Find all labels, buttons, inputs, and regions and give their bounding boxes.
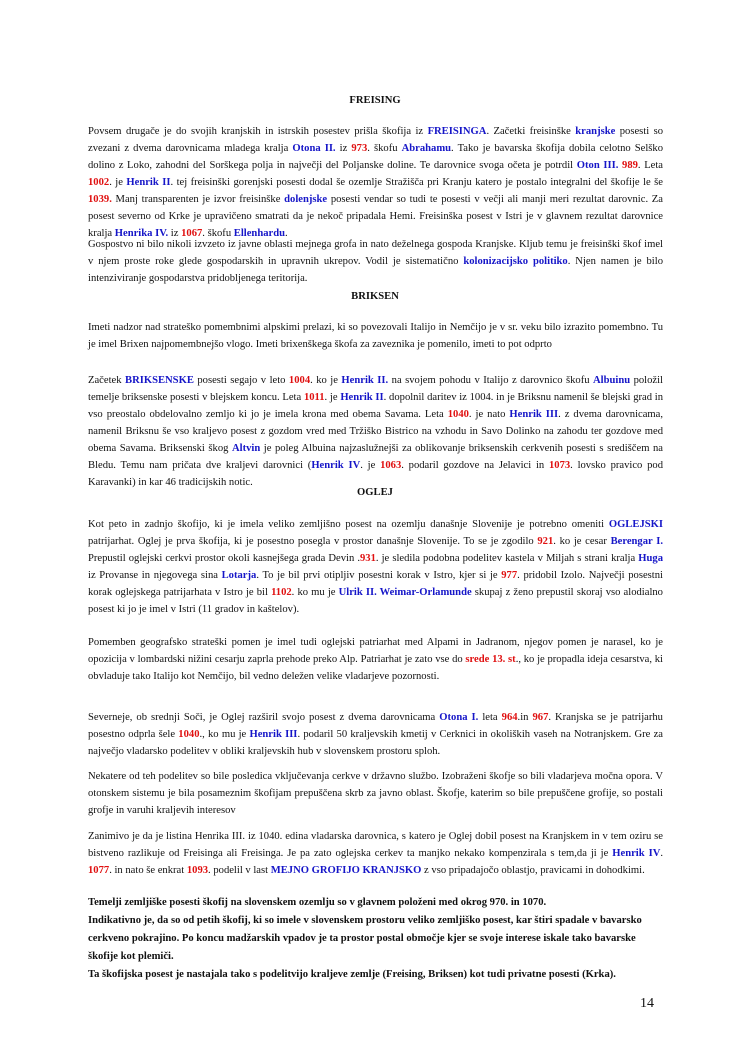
text-run: je poleg Albuina najzaslužnejši za oblikovanje briksenskih cerkvenih posesti s središčem na Bledu. Temu nam pričata dve kraljevi darovnici ( <box>88 443 663 471</box>
highlight-name: Ellenhardu <box>233 228 286 239</box>
text-run: posesti so zvezani z dvema darovnicama mladega kralja <box>88 126 663 154</box>
highlight-date: 1011 <box>303 392 325 403</box>
highlight-name: Oton III. <box>576 160 619 171</box>
paragraph <box>88 768 663 819</box>
text-run: . škofu <box>367 143 402 154</box>
text-run: iz Provanse in njegovega sina <box>88 570 222 581</box>
text-run: . Začetki freisinške <box>486 126 576 137</box>
paragraph <box>88 709 663 760</box>
highlight-date: 931 <box>360 553 376 564</box>
text-run: Pomemben geografsko strateški pomen je imel tudi oglejski patriarhat med Alpami in Jadranom, njegov pomen je narasel, ko je opozicija v lombardski nižini cesarju zaprla prehode preko Alp. Patriarhat je zato vse do <box>88 637 663 665</box>
text-run: Imeti nadzor nad strateško pomembnimi alpskimi prelazi, ki so povezovali Italijo in Nemčijo je v sr. veku bilo izrazito pomembno. Tu je imel Brixen najpomembnejšo vlogo. Imeti brixenškega škofa za zaveznika je pomenilo, imeti to pot odprto <box>88 322 663 350</box>
highlight-date: 964 <box>501 712 518 723</box>
text-run: ., ko mu je <box>199 729 250 740</box>
text-run: . je nato <box>468 409 510 420</box>
highlight-date: 1093 <box>186 865 209 876</box>
text-run: posesti segajo v leto <box>193 375 289 386</box>
highlight-date: 1063 <box>380 460 402 471</box>
paragraph <box>88 516 663 618</box>
highlight-name: kolonizacijsko politiko <box>463 256 568 267</box>
text-run: . ko je cesar <box>553 536 611 547</box>
highlight-name: Lotarja <box>221 570 257 581</box>
highlight-name: Henrik II. <box>341 375 389 386</box>
text-run: Nekatere od teh podelitev so bile posledica vključevanja cerkve v državno službo. Izobraženi škofje so bili vladarjeva močna opora. V otonskem sistemu je bila posameznim škofijam prepuščena skrb za javno oblast. Škofje, katerim so bile prepuščene grofije, so postali grofje in varuhi kraljevih interesov <box>88 771 663 816</box>
highlight-date: 1040 <box>178 729 200 740</box>
highlight-date: 989 <box>622 160 638 171</box>
summary-block <box>88 894 663 984</box>
text-run: . je <box>360 460 381 471</box>
paragraph <box>88 319 663 353</box>
highlight-name: Otona I. <box>439 712 479 723</box>
text-run: skupaj z ženo prepustil skoraj vso alodialno posest ki jo je imel v Istri (11 gradov in kaštelov). <box>88 587 663 615</box>
highlight-date: 1004 <box>288 375 311 386</box>
highlight-date: 1067 <box>181 228 203 239</box>
text-run: . podaril 50 kraljevskih kmetij v Cerknici in okoliških vaseh na Notranjskem. Gre za največjo vladarsko podelitev v obliki kraljevskih hub v slovenskem prostoru sploh. <box>88 729 663 757</box>
highlight-name: Berengar I. <box>610 536 663 547</box>
text-run: Povsem drugače je do svojih kranjskih in istrskih posestev prišla škofija iz <box>88 126 428 137</box>
highlight-name: MEJNO GROFIJO KRANJSKO <box>270 865 422 876</box>
heading-briksen: BRIKSEN <box>351 291 399 302</box>
highlight-name: Albuinu <box>593 375 631 386</box>
text-run: Kot peto in zadnjo škofijo, ki je imela veliko zemljišno posest na ozemlju današnje Slovenije je potrebno omeniti <box>88 519 609 530</box>
text-run: . škofu <box>202 228 234 239</box>
highlight-date: 1073 <box>548 460 571 471</box>
text-run: na svojem pohodu v Italijo z darovnico škofu <box>388 375 593 386</box>
text-run: Prepustil oglejski cerkvi prostor okoli kasnejšega grada Devin . <box>88 553 360 564</box>
highlight-name: Otona II. <box>292 143 336 154</box>
paragraph <box>88 236 663 287</box>
text-run: . To je bil prvi otipljiv posestni korak v Istro, kjer si je <box>256 570 502 581</box>
text-run: . podelil v last <box>208 865 271 876</box>
highlight-name: kranjske <box>575 126 616 137</box>
highlight-date: 967 <box>532 712 549 723</box>
highlight-name: Henrik III <box>249 729 298 740</box>
heading-freising: FREISING <box>349 95 401 106</box>
text-run: Začetek <box>88 375 125 386</box>
heading-oglej: OGLEJ <box>357 487 393 498</box>
text-run: . je sledila podobna podelitev kastela v Miljah s strani kralja <box>375 553 639 564</box>
text-run: . dopolnil daritev iz 1004. in je Briksnu namenil še blejski grad in vso preostalo obdelovalno zemljo ki jo je imela krona med obema Savama. Leta <box>88 392 664 420</box>
paragraph <box>88 634 663 685</box>
highlight-date: 1102 <box>271 587 292 598</box>
summary-line: Temelji zemljiške posesti škofij na slovenskem ozemlju so v glavnem položeni med okrog 970. in 1070. <box>88 897 547 908</box>
text-run: . <box>660 848 664 859</box>
highlight-name: FREISINGA <box>427 126 487 137</box>
highlight-date: 1040 <box>447 409 469 420</box>
paragraph <box>88 372 663 491</box>
text-run: Severneje, ob srednji Soči, je Oglej razširil svojo posest z dvema darovnicama <box>88 712 440 723</box>
highlight-name: Abrahamu <box>401 143 452 154</box>
highlight-date: 1039. <box>88 194 112 205</box>
highlight-name: OGLEJSKI <box>608 519 663 530</box>
highlight-name: BRIKSENSKE <box>125 375 194 386</box>
text-run: Manj transparenten je izvor freisinške <box>111 194 285 205</box>
highlight-date: 973 <box>351 143 368 154</box>
text-run: . Njen namen je bilo intenziviranje gospodarstva pridobljenega teritorija. <box>88 256 663 284</box>
highlight-name: Henrik III <box>509 409 559 420</box>
highlight-name: Henrika IV. <box>114 228 169 239</box>
text-run: . z dvema darovnicama, namenil Briksnu še vso kraljevo posest z gozdom vred med Tržiško Bistrico na vzhodu in Savo Dolinko na zahodu ter gozdove med obema Savama. Briksenski škog <box>88 409 664 454</box>
text-run: . ko mu je <box>291 587 339 598</box>
text-run: .in <box>517 712 533 723</box>
text-run: iz <box>335 143 352 154</box>
text-run: Zanimivo je da je listina Henrika III. iz 1040. edina vladarska darovnica, s katero je Oglej dobil posest na Kranjskem in v tem oziru se bistveno razlikuje od Freisinga ali Freisinga. Je pa zato oglejska cerkev ta manjko nekako kompenzirala s tem,da ji je <box>88 831 663 859</box>
highlight-name: Henrik II <box>126 177 171 188</box>
text-run: . ko je <box>310 375 342 386</box>
text-run: . lovsko pravico pod Karavanki) in kar 46 tradicijskih notic. <box>88 460 664 488</box>
highlight-name: Henrik II <box>340 392 384 403</box>
text-run: Gospostvo ni bilo nikoli izvzeto iz javne oblasti mejnega grofa in nato deželnega gospoda Kranjske. Kljub temu je freisinški škof imel v njem proste roke glede gospodarskih in upravnih ukrepov. Vodil je sistematično <box>88 239 663 267</box>
highlight-name: Altvin <box>231 443 261 454</box>
text-run: iz <box>168 228 182 239</box>
page-number: 14 <box>640 996 654 1011</box>
text-run: . in nato še enkrat <box>109 865 187 876</box>
highlight-date: 1077 <box>88 865 110 876</box>
highlight-name: Huga <box>638 553 663 564</box>
text-run: . je <box>324 392 341 403</box>
text-run: . pridobil Izolo. Največji posestni korak oglejskega patrijarhata v Istro je bil <box>88 570 663 598</box>
text-run: patrijarhat. Oglej je prva škofija, ki je posestno posegla v prostor današnje Slovenije. To se je zgodilo <box>88 536 538 547</box>
summary-line: Indikativno je, da so od petih škofij, ki so imele v slovenskem prostoru veliko zemljiško posest, kar štiri spadale v bavarsko cerkveno pokrajino. Po koncu madžarskih vpadov je ta prostor postal območje kjer se svoje interese iskale tako bavarske škofije kot plemiči. <box>88 915 642 962</box>
highlight-date: 1002 <box>88 177 110 188</box>
text-run: . Tako je bavarska škofija dobila celotno Selško dolino z Loko, zahodni del Sorškega polja in največji del Poljanske doline. Te darovnice svoga očeta je potrdil <box>88 143 664 171</box>
text-run: . Leta <box>637 160 664 171</box>
highlight-date: 977 <box>501 570 518 581</box>
text-run: leta <box>478 712 502 723</box>
text-run: . je <box>109 177 127 188</box>
text-run: položil temelje briksenske posesti v blejskem koncu. Leta <box>88 375 664 403</box>
highlight-name: dolenjske <box>284 194 328 205</box>
paragraph <box>88 123 663 242</box>
text-run: z vso pripadajočo oblastjo, pravicami in dohodkimi. <box>421 865 645 876</box>
text-run: . podaril gozdove na Jelavici in <box>401 460 549 471</box>
text-run: posesti vendar so tudi te posesti v večji ali manji meri rezultat darovnic. Za posest severno od Krke je upravičeno smatrati da je nekoč pripadala Hemi. Freisinška posest v Istri je v glavnem rezultat darovnice kralja <box>88 194 663 239</box>
paragraph <box>88 828 663 879</box>
highlight-name: Henrik IV <box>612 848 661 859</box>
text-run: ., ko je propadla ideja cesarstva, ki obvladuje tako Italijo kot Nemčijo, bil vedno deležen velike vladarjeve pozornosti. <box>88 654 664 682</box>
highlight-date: 921 <box>537 536 554 547</box>
text-run: . tej freisinški gorenjski posesti dodal še ozemlje Stražišča pri Kranju katero je postalo integralni del škofije le še <box>170 177 664 188</box>
highlight-name: Ulrik II. Weimar-Orlamunde <box>338 587 472 598</box>
summary-line: Ta škofijska posest je nastajala tako s podelitvijo kraljeve zemlje (Freising, Briksen) kot tudi privatne posesti (Krka). <box>88 969 616 980</box>
highlight-name: Henrik IV <box>311 460 361 471</box>
text-run: . Kranjska se je patrijarhu posestno odprla šele <box>88 712 663 740</box>
highlight-date: srede 13. st <box>465 654 516 665</box>
text-run: . <box>285 228 288 239</box>
